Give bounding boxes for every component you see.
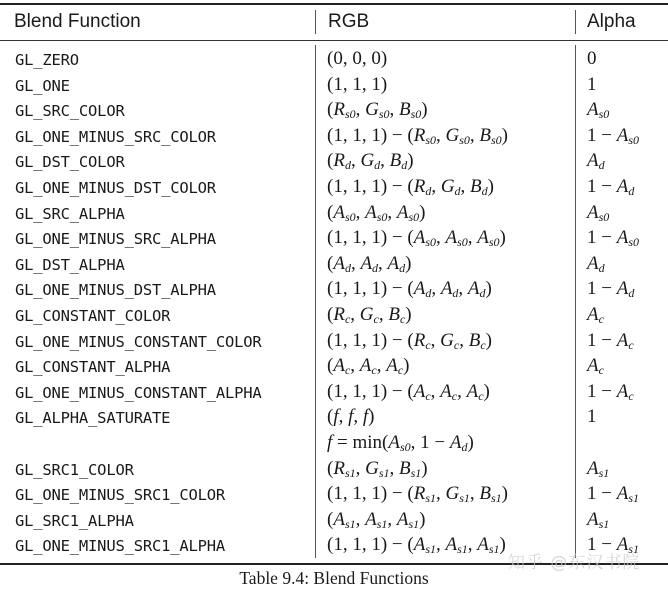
table-row [0,508,668,534]
table-row [0,380,668,406]
blend-function-name: GL_CONSTANT_ALPHA [15,358,171,377]
alpha-formula: $A_c$ [587,303,604,326]
blend-function-name: GL_ONE_MINUS_SRC_ALPHA [15,230,216,249]
rgb-formula: (1, 1, $1) - (R_{s1}$, $G_{s1}$, $B_{s1}$) [327,483,508,506]
alpha-formula: $1 - A_{s1}$ [587,534,639,557]
rgb-formula: ($A_{s1}$, $A_{s1}$, $A_{s1}$) [327,508,426,531]
blend-function-name: GL_ONE_MINUS_CONSTANT_COLOR [15,332,262,351]
table-row [0,47,668,73]
table-row [0,329,668,355]
table-row [0,226,668,252]
rgb-formula: (1, 1, $1) - (A_{s1}$, $A_{s1}$, $A_{s1}$) [327,534,506,557]
table-row [0,252,668,278]
alpha-formula: $A_c$ [587,355,604,378]
table-row [0,405,668,431]
blend-function-name: GL_ONE_MINUS_SRC1_ALPHA [15,537,226,556]
rgb-formula: (1, 1, $1) - (A_d$, $A_d$, $A_d$) [327,278,492,301]
header-separator-rule [0,40,668,41]
table-row [0,457,668,483]
rgb-formula: (1, 1, $1) - (R_{s0}$, $G_{s0}$, $B_{s0}$) [327,124,508,147]
table-row [0,482,668,508]
rgb-formula: $f = \min(A_{s0}$, $1 - A_d$) [327,431,474,454]
header-rgb: RGB [328,11,370,32]
alpha-formula: $1 - A_c$ [587,329,634,352]
rgb-formula: (0, 0, 0) [327,48,388,69]
alpha-formula: 0 [587,48,597,69]
alpha-formula: $A_{s1}$ [587,457,610,480]
table-row [0,277,668,303]
rgb-formula: ($R_c$, $G_c$, $B_c$) [327,303,412,326]
alpha-formula: $A_{s1}$ [587,508,610,531]
blend-function-name: GL_ONE_MINUS_SRC1_COLOR [15,486,226,505]
alpha-formula: 1 [587,406,597,428]
blend-function-name: GL_ONE_MINUS_SRC_COLOR [15,127,216,146]
alpha-formula: $1 - A_c$ [587,380,634,403]
table-row [0,124,668,150]
table-top-rule [0,3,668,5]
column-divider [575,10,576,34]
table-row [0,431,668,457]
alpha-formula: $A_{s0}$ [587,201,610,224]
table-body [0,47,668,559]
table-row [0,201,668,227]
rgb-formula: ($A_d$, $A_d$, $A_d$) [327,252,412,275]
blend-function-name: GL_ALPHA_SATURATE [15,409,171,428]
alpha-formula: $1 - A_{s0}$ [587,124,639,147]
rgb-formula: (1, 1, $1) - (R_c$, $G_c$, $B_c$) [327,329,492,352]
watermark: 知乎 @东汉书院 [508,553,641,573]
rgb-formula: (f, f, f) [327,406,375,428]
blend-function-name: GL_ONE_MINUS_DST_COLOR [15,178,216,197]
blend-function-name: GL_SRC_COLOR [15,102,125,121]
column-divider [315,10,316,34]
rgb-formula: ($A_c$, $A_c$, $A_c$) [327,355,410,378]
alpha-formula: 1 [587,73,597,95]
blend-function-name: GL_DST_ALPHA [15,255,125,274]
rgb-formula: ($R_d$, $G_d$, $B_d$) [327,150,414,173]
rgb-formula: (1, 1, $1) - (R_d$, $G_d$, $B_d$) [327,175,494,198]
blend-function-name: GL_SRC_ALPHA [15,204,125,223]
blend-function-name: GL_ZERO [15,51,79,69]
table-row [0,354,668,380]
rgb-formula: (1, 1, 1) [327,73,388,95]
alpha-formula: $A_d$ [587,252,605,275]
header-alpha: Alpha [587,11,636,32]
header-blend-function: Blend Function [14,11,141,32]
alpha-formula: $1 - A_{s0}$ [587,227,639,250]
rgb-formula: (1, 1, $1) - (A_c$, $A_c$, $A_c$) [327,380,490,403]
table-caption: Table 9.4: Blend Functions [239,568,429,588]
alpha-formula: $1 - A_{s1}$ [587,483,639,506]
table-row [0,303,668,329]
blend-function-name: GL_ONE_MINUS_CONSTANT_ALPHA [15,383,262,402]
blend-function-name: GL_SRC1_COLOR [15,460,134,479]
blend-function-name: GL_ONE_MINUS_DST_ALPHA [15,281,216,300]
table-row [0,149,668,175]
alpha-formula: $A_{s0}$ [587,99,610,122]
table-row [0,175,668,201]
blend-function-name: GL_SRC1_ALPHA [15,511,134,530]
rgb-formula: ($R_{s0}$, $G_{s0}$, $B_{s0}$) [327,99,428,122]
rgb-formula: ($R_{s1}$, $G_{s1}$, $B_{s1}$) [327,457,428,480]
alpha-formula: $1 - A_d$ [587,278,635,301]
alpha-formula: $A_d$ [587,150,605,173]
rgb-formula: (1, 1, $1) - (A_{s0}$, $A_{s0}$, $A_{s0}$) [327,227,506,250]
alpha-formula: $1 - A_d$ [587,175,635,198]
rgb-formula: ($A_{s0}$, $A_{s0}$, $A_{s0}$) [327,201,426,224]
table-row [0,73,668,99]
blend-function-name: GL_DST_COLOR [15,153,125,172]
table-row [0,98,668,124]
blend-function-name: GL_ONE [15,76,70,95]
blend-function-name: GL_CONSTANT_COLOR [15,306,171,325]
